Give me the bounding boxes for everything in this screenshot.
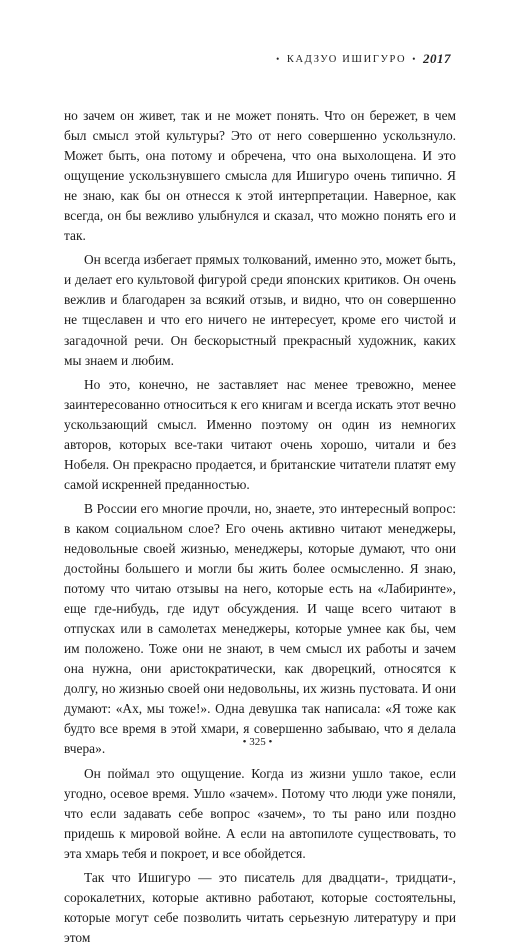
page-number: • 325 •: [242, 736, 273, 748]
header-bullet: •: [412, 54, 417, 64]
header-year: 2017: [423, 51, 451, 66]
paragraph: Он поймал это ощущение. Когда из жизни ушло такое, если угодно, осевое время. Ушло «зачем». Потому что люди уже поняли, что если задавать себе вопрос «зачем», то ты рано или поздно придешь к мировой войне. А если на автопилоте существовать, то эта хмарь тебя и покроет, и все обойдется.: [64, 765, 456, 861]
paragraph: Но это, конечно, не заставляет нас менее тревожно, менее заинтересованно относиться к его книгам и всегда искать этот вечно ускользающий смысл. Именно поэтому он один из немногих авторов, которых все-таки читают очень хорошо, читали и без Нобеля. Он прекрасно продается, и британские читатели платят ему самой искренней преданностью.: [64, 376, 456, 492]
paragraph: но зачем он живет, так и не может понять. Что он бережет, в чем был смысл этой культуры? Это от него совершенно ускользнуло. Может быть, она потому и обречена, что она выхолощена. И это ощущение ускользнувшего смысла для Ишигуро очень типично. Я не знаю, как бы он отнесся к этой интерпретации. Наверное, как всегда, он бы вежливо улыбнулся и сказал, что можно понять его и так.: [64, 108, 456, 244]
paragraph: В России его многие прочли, но, знаете, это интересный вопрос: в каком социальном слое? Его очень активно читают менеджеры, недовольные своей жизнью, менеджеры, которые думают, что они достойны большего и могли бы жить более осмысленно. Я знаю, потому что читаю отзывы на него, которые есть на «Лабиринте», еще где-нибудь, где идут обсуждения. И чаще всего читают в отпусках или в самолетах менеджеры, которые умнее как бы, чем им положено. Тоже они не знают, в чем смысл их работы и зачем она нужна, они аристократически, как дворецкий, относятся к долгу, но жизнью своей они недовольны, их жизнь пустовата. И они думают: «Ах, мы тоже!». Одна девушка так написала: «Я тоже как будто все время в этой хмари, я совершенно забываю, что я делала вчера».: [64, 500, 456, 757]
paragraph: Он всегда избегает прямых толкований, именно это, может быть, и делает его культовой фигурой среди японских критиков. Он очень вежлив и благодарен за всякий отзыв, и видно, что он совершенно не тщеславен и что его ничего не интересует, кроме его чистой и загадочной речи. Он бескорыстный прекрасный художник, каких мы знаем и любим.: [64, 252, 456, 368]
header-author: КАДЗУО ИШИГУРО: [286, 53, 407, 65]
header-bullet: •: [276, 54, 281, 64]
running-header: [270, 51, 451, 67]
paragraph: Так что Ишигуро — это писатель для двадцати-, тридцати-, сорокалетних, которые активно работают, которые состоятельны, которые могут себе позволить читать серьезную литературу и при этом: [64, 869, 456, 945]
body-text: [64, 106, 456, 948]
